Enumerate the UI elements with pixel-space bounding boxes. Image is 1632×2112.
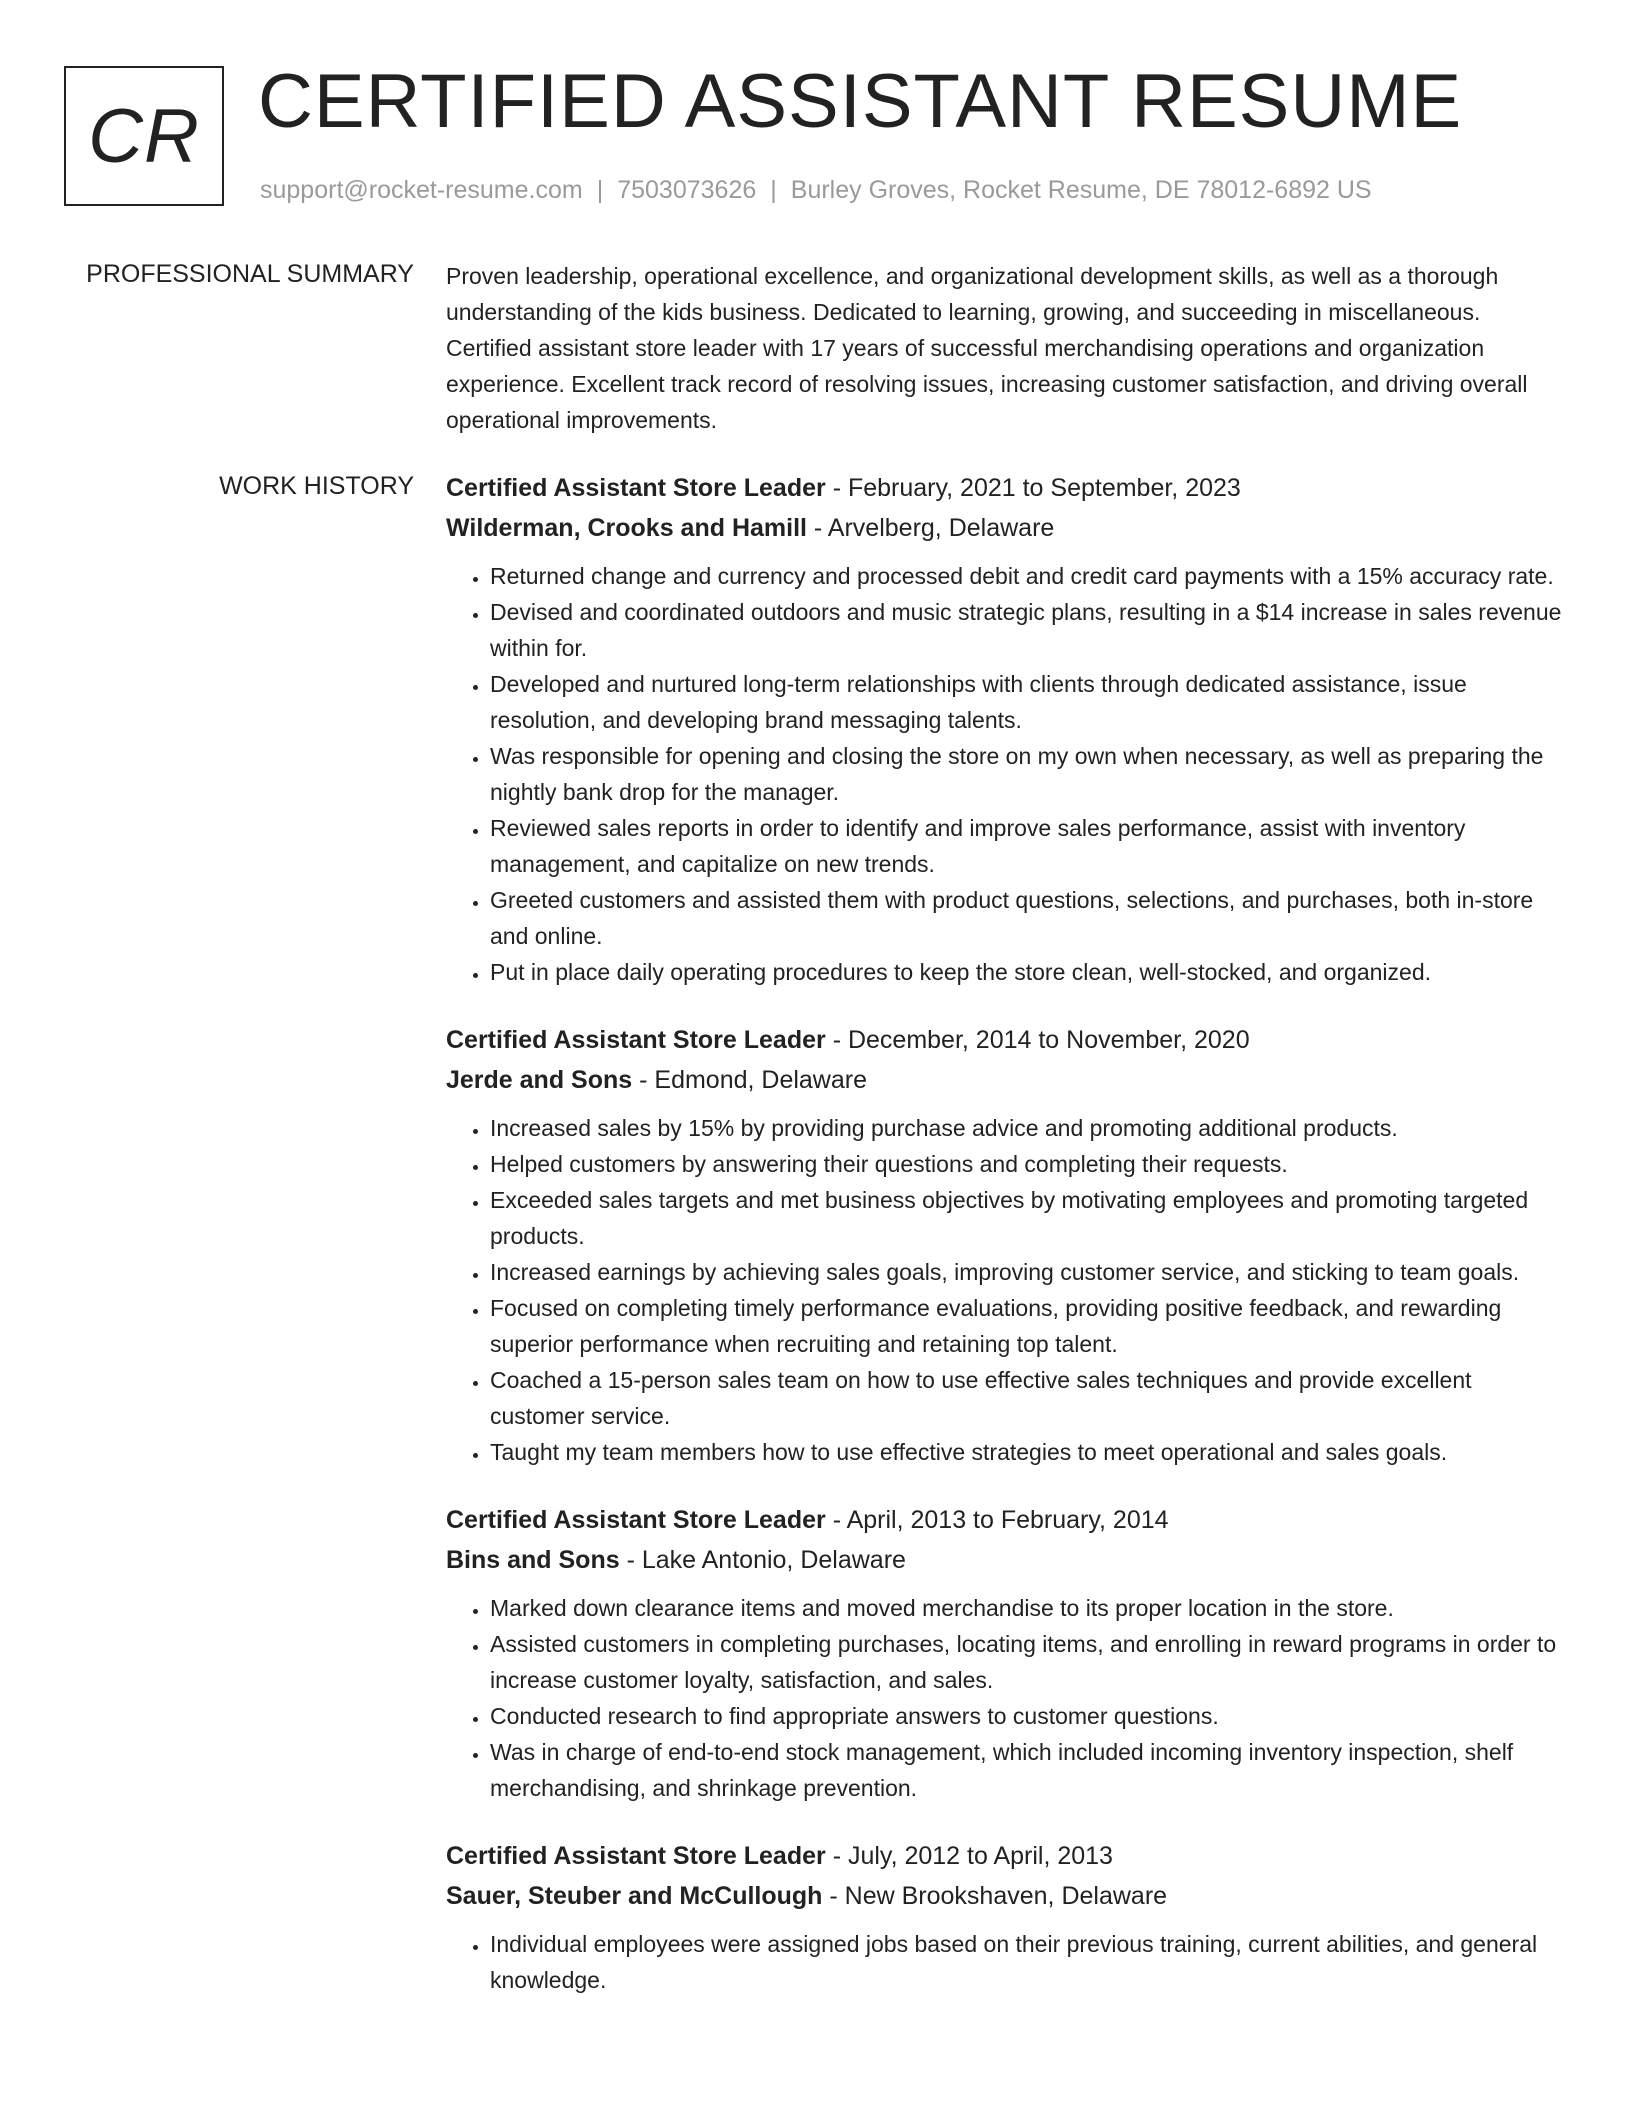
monogram-logo — [64, 66, 224, 206]
job-bullet: • Increased earnings by achieving sales goals, improving customer service, and sticking to team goals. — [490, 1254, 1566, 1290]
job-company-line — [446, 1540, 1566, 1580]
job-location: - Edmond, Delaware — [632, 1066, 867, 1094]
job-company-line — [446, 508, 1566, 548]
job-company: Sauer, Steuber and McCullough — [446, 1882, 823, 1910]
summary-section-label: PROFESSIONAL SUMMARY — [86, 260, 414, 288]
job-entry — [446, 1836, 1566, 1998]
job-title: Certified Assistant Store Leader — [446, 1506, 826, 1534]
job-location: - Lake Antonio, Delaware — [619, 1546, 906, 1574]
job-bullet-list — [446, 1110, 1566, 1470]
job-bullet: • Was in charge of end-to-end stock management, which included incoming inventory inspection, shelf merchandising, and shrinkage prevention. — [490, 1734, 1566, 1806]
job-dates: - February, 2021 to September, 2023 — [825, 474, 1241, 502]
job-title-line — [446, 1500, 1566, 1540]
work-history-section — [446, 468, 1566, 2028]
summary-section — [446, 258, 1566, 438]
job-bullet: • Greeted customers and assisted them with product questions, selections, and purchases, both in-store and online. — [490, 882, 1566, 954]
job-title: Certified Assistant Store Leader — [446, 474, 826, 502]
job-title: Certified Assistant Store Leader — [446, 1842, 826, 1870]
job-location: - New Brookshaven, Delaware — [822, 1882, 1168, 1910]
monogram-initials: CR — [88, 93, 200, 179]
job-bullet: • Helped customers by answering their questions and completing their requests. — [490, 1146, 1566, 1182]
job-dates: - April, 2013 to February, 2014 — [825, 1506, 1169, 1534]
contact-line — [260, 176, 1372, 205]
job-bullet: • Devised and coordinated outdoors and music strategic plans, resulting in a $14 increase in sales revenue within for. — [490, 594, 1566, 666]
job-company-line — [446, 1876, 1566, 1916]
job-company: Wilderman, Crooks and Hamill — [446, 514, 807, 542]
job-bullet: • Was responsible for opening and closing the store on my own when necessary, as well as preparing the nightly bank drop for the manager. — [490, 738, 1566, 810]
job-company: Jerde and Sons — [446, 1066, 633, 1094]
contact-separator: | — [596, 176, 604, 204]
job-bullet: • Put in place daily operating procedures to keep the store clean, well-stocked, and organized. — [490, 954, 1566, 990]
job-bullet-list — [446, 1590, 1566, 1806]
job-entry — [446, 1020, 1566, 1470]
job-bullet: • Reviewed sales reports in order to identify and improve sales performance, assist with inventory management, and capitalize on new trends. — [490, 810, 1566, 882]
contact-separator: | — [770, 176, 777, 204]
job-bullet: • Focused on completing timely performance evaluations, providing positive feedback, and rewarding superior performance when recruiting and retaining top talent. — [490, 1290, 1566, 1362]
resume-title: CERTIFIED ASSISTANT RESUME — [258, 59, 1463, 144]
job-bullet: • Individual employees were assigned jobs based on their previous training, current abilities, and general knowledge. — [490, 1926, 1566, 1998]
job-bullet: • Conducted research to find appropriate answers to customer questions. — [490, 1698, 1566, 1734]
job-bullet-list — [446, 558, 1566, 990]
job-entry — [446, 1500, 1566, 1806]
job-title-line — [446, 1020, 1566, 1060]
job-dates: - July, 2012 to April, 2013 — [825, 1842, 1113, 1870]
job-company-line — [446, 1060, 1566, 1100]
job-title-line — [446, 1836, 1566, 1876]
contact-phone: 7503073626 — [617, 176, 757, 204]
job-bullet: • Coached a 15-person sales team on how to use effective sales techniques and provide excellent customer service. — [490, 1362, 1566, 1434]
job-bullet: • Exceeded sales targets and met business objectives by motivating employees and promoting targeted products. — [490, 1182, 1566, 1254]
job-bullet: • Taught my team members how to use effective strategies to meet operational and sales goals. — [490, 1434, 1566, 1470]
job-bullet-list — [446, 1926, 1566, 1998]
job-bullet: • Returned change and currency and processed debit and credit card payments with a 15% accuracy rate. — [490, 558, 1566, 594]
job-location: - Arvelberg, Delaware — [806, 514, 1055, 542]
contact-email: support@rocket-resume.com — [260, 176, 583, 204]
contact-address: Burley Groves, Rocket Resume, DE 78012-6892 US — [790, 176, 1372, 204]
job-bullet: • Increased sales by 15% by providing purchase advice and promoting additional products. — [490, 1110, 1566, 1146]
job-title: Certified Assistant Store Leader — [446, 1026, 826, 1054]
job-company: Bins and Sons — [446, 1546, 620, 1574]
job-entry — [446, 468, 1566, 990]
job-bullet: • Developed and nurtured long-term relationships with clients through dedicated assistance, issue resolution, and developing brand messaging talents. — [490, 666, 1566, 738]
job-bullet: • Marked down clearance items and moved merchandise to its proper location in the store. — [490, 1590, 1566, 1626]
job-dates: - December, 2014 to November, 2020 — [825, 1026, 1250, 1054]
job-title-line — [446, 468, 1566, 508]
summary-text: Proven leadership, operational excellence, and organizational development skills, as well as a thorough understanding of the kids business. Dedicated to learning, growing, and succeeding in miscellaneous. Certified assistant store leader with 17 years of successful merchandising operations and organization experience. Excellent track record of resolving issues, increasing customer satisfaction, and driving overall operational improvements. — [446, 263, 1528, 433]
work-history-section-label: WORK HISTORY — [219, 472, 414, 500]
job-bullet: • Assisted customers in completing purchases, locating items, and enrolling in reward programs in order to increase customer loyalty, satisfaction, and sales. — [490, 1626, 1566, 1698]
